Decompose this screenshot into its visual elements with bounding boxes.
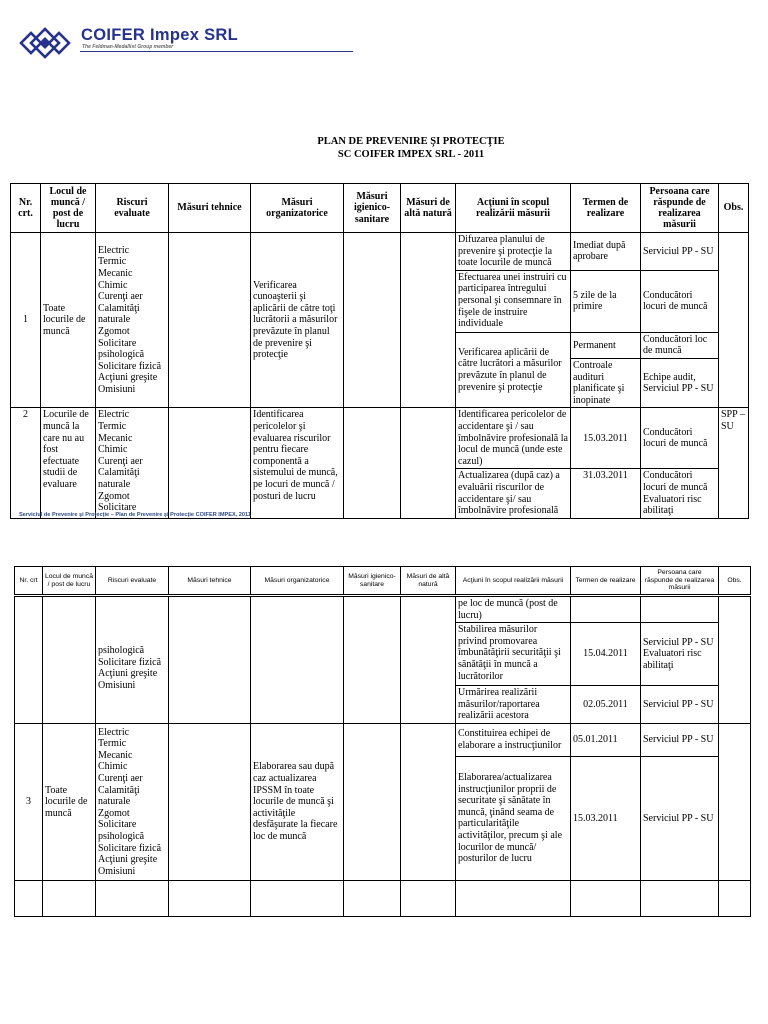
workplace-cell: Locurile de muncă la care nu au fost efectuate studii de evaluare [41, 408, 96, 518]
responsible-cell: Conducători locuri de muncă [641, 408, 719, 469]
deadline-cell: 15.03.2011 [571, 408, 641, 469]
other-measures-cell [401, 233, 456, 408]
responsible-cell: Conducători locuri de muncă Evaluatori risc abilitaţi [641, 469, 719, 518]
organizational-measures-cell: Elaborarea sau după caz actualizarea IPSSM în toate locurile de muncă şi activităţile desfăşurate la fiecare loc de muncă [251, 723, 344, 880]
col-header-responsible: Persoana care răspunde de realizarea măsurii [641, 567, 719, 596]
empty-cell [96, 880, 169, 916]
plan-table-page-2 [14, 566, 751, 917]
responsible-cell: Conducători locuri de muncă [641, 270, 719, 332]
responsible-cell: Serviciul PP - SU Evaluatori risc abilitaţi [641, 623, 719, 686]
responsible-cell: Serviciul PP - SU [641, 723, 719, 756]
table-row [15, 596, 751, 623]
action-cell: Difuzarea planului de prevenire şi protecţie la toate locurile de muncă [456, 233, 571, 271]
deadline-cell [571, 596, 641, 623]
col-header-other: Măsuri de altă natură [401, 184, 456, 233]
risks-cell: psihologică Solicitare fizică Acţiuni greşite Omisiuni [96, 596, 169, 724]
deadline-cell: 15.03.2011 [571, 756, 641, 880]
col-header-hygiene: Măsuri igienico-sanitare [344, 567, 401, 596]
hygiene-measures-cell [344, 233, 401, 408]
responsible-cell: Conducători loc de muncă [641, 332, 719, 358]
risks-cell: Electric Termic Mecanic Chimic Curenţi aer Calamităţi naturale Zgomot Solicitare [96, 408, 169, 518]
col-header-risks: Riscuri evaluate [96, 184, 169, 233]
hygiene-measures-cell [344, 723, 401, 880]
col-header-risks: Riscuri evaluate [96, 567, 169, 596]
deadline-cell: Permanent [571, 332, 641, 358]
col-header-other: Măsuri de altă natură [401, 567, 456, 596]
col-header-actions: Acţiuni în scopul realizării măsurii [456, 567, 571, 596]
deadline-cell: 31.03.2011 [571, 469, 641, 518]
other-measures-cell [401, 408, 456, 518]
table-row-empty [15, 880, 751, 916]
action-cell: Efectuarea unei instruiri cu participarea întregului personal şi consemnare în fişele de instruire individuale [456, 270, 571, 332]
col-header-nr: Nr. crt [15, 567, 43, 596]
company-name: COIFER Impex SRL [81, 26, 238, 44]
action-cell: pe loc de muncă (post de lucru) [456, 596, 571, 623]
risks-cell: Electric Termic Mecanic Chimic Curenţi aer Calamităţi naturale Zgomot Solicitare psihologică Solicitare fizică Acţiuni greşite Omisiuni [96, 723, 169, 880]
technical-measures-cell [169, 596, 251, 724]
action-cell: Elaborarea/actualizarea instrucţiunilor proprii de securitate şi sănătate în muncă, ţinând seama de particularităţile activităţilor, precum şi ale locurilor de muncă/ posturilor de lucru [456, 756, 571, 880]
workplace-cell: Toate locurile de muncă [43, 723, 96, 880]
col-header-actions: Acţiuni în scopul realizării măsurii [456, 184, 571, 233]
document-title [260, 135, 562, 161]
col-header-responsible: Persoana care răspunde de realizarea măsurii [641, 184, 719, 233]
technical-measures-cell [169, 233, 251, 408]
obs-cell [719, 233, 749, 408]
responsible-cell: Echipe audit, Serviciul PP - SU [641, 358, 719, 407]
col-header-obs: Obs. [719, 184, 749, 233]
action-cell: Actualizarea (după caz) a evaluării riscurilor de accidentare şi/ sau îmbolnăvire profesională [456, 469, 571, 518]
workplace-cell [43, 596, 96, 724]
empty-cell [641, 880, 719, 916]
empty-cell [401, 880, 456, 916]
row-number [15, 596, 43, 724]
responsible-cell: Serviciul PP - SU [641, 756, 719, 880]
col-header-deadline: Termen de realizare [571, 184, 641, 233]
letterhead-rule [80, 51, 353, 52]
action-cell: Identificarea pericolelor de accidentare şi / sau îmbolnăvire profesională la locul de muncă (unde este cazul) [456, 408, 571, 469]
empty-cell [719, 880, 751, 916]
col-header-nr: Nr. crt. [11, 184, 41, 233]
deadline-cell: 02.05.2011 [571, 686, 641, 724]
empty-cell [43, 880, 96, 916]
row-number: 2 [11, 408, 41, 518]
company-tagline: The Feldman-Medallist Group member [82, 44, 174, 50]
organizational-measures-cell [251, 596, 344, 724]
risks-cell: Electric Termic Mecanic Chimic Curenţi aer Calamităţi naturale Zgomot Solicitare psihologică Solicitare fizică Acţiuni greşite Omisiuni [96, 233, 169, 408]
hygiene-measures-cell [344, 596, 401, 724]
table-header-row [15, 567, 751, 596]
col-header-hygiene: Măsuri igienico-sanitare [344, 184, 401, 233]
action-cell: Stabilirea măsurilor privind promovarea îmbunătăţirii securităţii şi sănătăţii în muncă a lucrătorilor [456, 623, 571, 686]
col-header-workplace: Locul de muncă / post de lucru [41, 184, 96, 233]
other-measures-cell [401, 596, 456, 724]
table-row [11, 233, 749, 271]
empty-cell [15, 880, 43, 916]
table-row [11, 408, 749, 469]
title-line-2: SC COIFER IMPEX SRL - 2011 [337, 149, 485, 160]
col-header-deadline: Termen de realizare [571, 567, 641, 596]
empty-cell [571, 880, 641, 916]
organizational-measures-cell: Identificarea pericolelor şi evaluarea riscurilor pentru fiecare componentă a sistemului de muncă, pe locuri de muncă / posturi de lucru [251, 408, 344, 518]
col-header-organizational: Măsuri organizatorice [251, 567, 344, 596]
deadline-cell: 05.01.2011 [571, 723, 641, 756]
empty-cell [344, 880, 401, 916]
page-footer: Serviciul de Prevenire şi Protecţie – Plan de Prevenire şi Protecţie COIFER IMPEX, 2011 [19, 512, 251, 518]
technical-measures-cell [169, 723, 251, 880]
col-header-technical: Măsuri tehnice [169, 184, 251, 233]
technical-measures-cell [169, 408, 251, 518]
plan-table-page-1 [10, 183, 749, 519]
action-cell: Constituirea echipei de elaborare a instrucţiunilor [456, 723, 571, 756]
col-header-technical: Măsuri tehnice [169, 567, 251, 596]
obs-cell [719, 723, 751, 880]
obs-cell [719, 596, 751, 724]
title-line-1: PLAN DE PREVENIRE ŞI PROTECŢIE [317, 136, 505, 147]
col-header-organizational: Măsuri organizatorice [251, 184, 344, 233]
workplace-cell: Toate locurile de muncă [41, 233, 96, 408]
deadline-cell: Controale audituri planificate şi inopinate [571, 358, 641, 407]
row-number: 3 [15, 723, 43, 880]
deadline-cell: 5 zile de la primire [571, 270, 641, 332]
deadline-cell: 15.04.2011 [571, 623, 641, 686]
action-cell: Urmărirea realizării măsurilor/raportarea realizării acestora [456, 686, 571, 724]
responsible-cell [641, 596, 719, 623]
empty-cell [169, 880, 251, 916]
empty-cell [456, 880, 571, 916]
obs-cell: SPP – SU [719, 408, 749, 518]
company-logo [17, 23, 73, 63]
deadline-cell: Imediat după aprobare [571, 233, 641, 271]
table-header-row [11, 184, 749, 233]
action-cell: Verificarea aplicării de către lucrători a măsurilor prevăzute în planul de prevenire şi protecţie [456, 332, 571, 408]
other-measures-cell [401, 723, 456, 880]
col-header-obs: Obs. [719, 567, 751, 596]
col-header-workplace: Locul de muncă / post de lucru [43, 567, 96, 596]
responsible-cell: Serviciul PP - SU [641, 686, 719, 724]
row-number: 1 [11, 233, 41, 408]
organizational-measures-cell: Verificarea cunoaşterii şi aplicării de către toţi lucrătorii a măsurilor prevăzute în planul de prevenire şi protecţie [251, 233, 344, 408]
table-row [15, 723, 751, 756]
responsible-cell: Serviciul PP - SU [641, 233, 719, 271]
hygiene-measures-cell [344, 408, 401, 518]
empty-cell [251, 880, 344, 916]
